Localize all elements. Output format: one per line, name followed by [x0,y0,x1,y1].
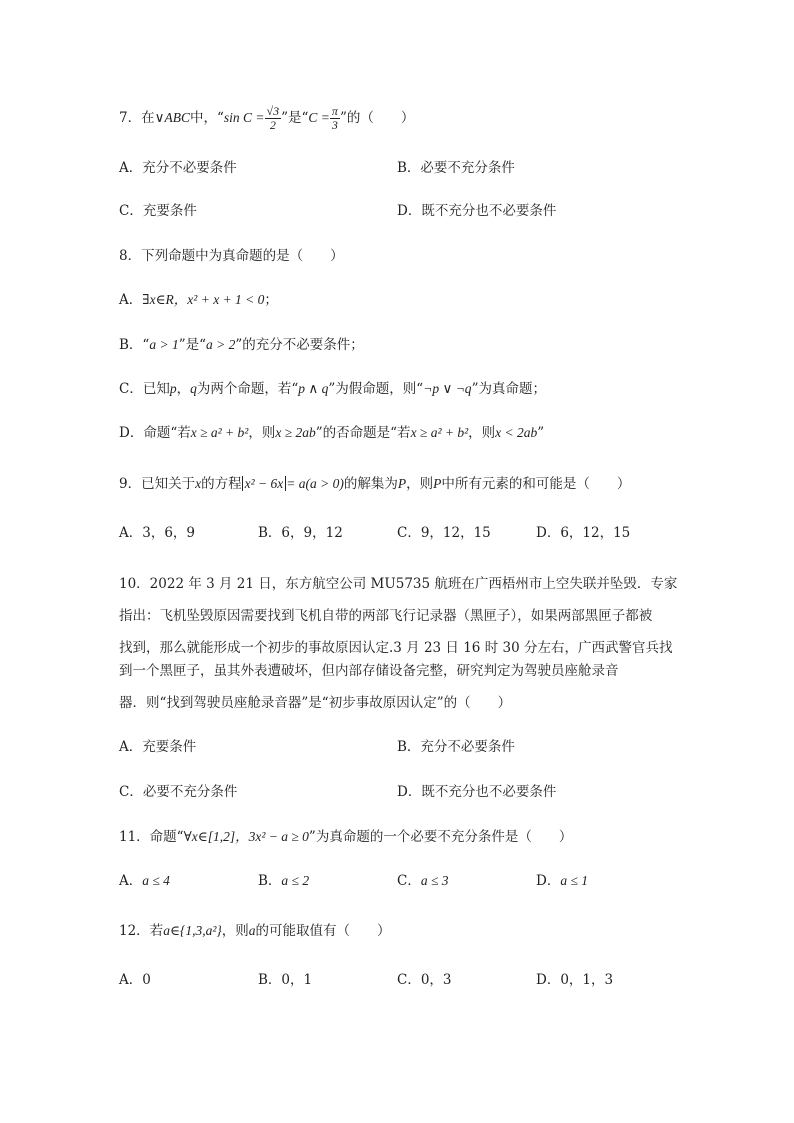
q12-option-a: A．0 [119,972,151,988]
q9-option-d: D．6，12，15 [536,525,631,541]
q10-line-1: 10．2022 年 3 月 21 日，东方航空公司 MU5735 航班在广西梧州市上空失联并坠毁．专家 [119,576,678,592]
q10-option-d: D．既不充分也不必要条件 [397,784,557,800]
q7-option-c: C．充要条件 [119,203,197,219]
q10-option-a: A．充要条件 [119,739,197,755]
q7-option-a: A．充分不必要条件 [119,160,237,176]
q7-stem: 7．在∨ABC中，“sin C = $\frac{√3}{2}$ ”是“C = $\frac{\pi}{3}$ ”的（ ） [119,104,415,132]
q11-stem: 11．命题“∀x∈[1,2]，3x² − a ≥ 0”为真命题的一个必要不充分条件是（ ） [119,829,573,845]
q12-option-d: D．0，1，3 [536,972,614,988]
q7-option-b: B．必要不充分条件 [397,160,515,176]
q8-option-a: A．∃x∈R，x² + x + 1 < 0； [119,292,278,308]
q10-option-c: C．必要不充分条件 [119,784,238,800]
q8-option-b: B．“a > 1”是“a > 2”的充分不必要条件； [119,337,364,353]
q7-triangle: ∨ABC [154,110,190,125]
q12-stem: 12．若a∈{1,3,a²}，则a的可能取值有（ ） [119,923,391,939]
q11-option-c: C．a ≤ 3 [397,873,449,889]
q9-absolute-value: x² − 6x [242,476,287,491]
q7-sqrt3-over-2: $\frac{√3}{2}$ [266,104,280,132]
q12-option-b: B．0，1 [258,972,313,988]
q7-pi-over-3: $\frac{\pi}{3}$ [331,104,338,132]
q7-number: 7． [119,110,142,126]
q10-option-b: B．充分不必要条件 [397,739,515,755]
q10-line-4: 到一个黑匣子，虽其外表遭破坏，但内部存储设备完整，研究判定为驾驶员座舱录音 [119,663,619,679]
q8-option-d: D．命题“若x ≥ a² + b²，则x ≥ 2ab”的否命题是“若x ≥ a² + b²，则x < 2ab” [119,425,545,441]
q10-line-3: 找到，那么就能形成一个初步的事故原因认定.3 月 23 日 16 时 30 分左右，广西武警官兵找 [119,640,673,656]
q9-stem: 9．已知关于x的方程 x² − 6x = a(a > 0)的解集为P，则P中所有元素的和可能是（ ） [119,476,631,492]
q11-option-d: D．a ≤ 1 [536,873,588,889]
q8-stem: 8．下列命题中为真命题的是（ ） [119,248,344,264]
q7-option-d: D．既不充分也不必要条件 [397,203,557,219]
q9-option-b: B．6，9，12 [258,525,343,541]
q10-line-2: 指出：飞机坠毁原因需要找到飞机自带的两部飞行记录器（黑匣子），如果两部黑匣子都被 [119,608,653,624]
q10-line-5: 器．则“找到驾驶员座舱录音器”是“初步事故原因认定”的（ ） [119,695,512,711]
q11-option-a: A．a ≤ 4 [119,873,170,889]
q11-option-b: B．a ≤ 2 [258,873,310,889]
q9-option-a: A．3，6，9 [119,525,196,541]
q9-option-c: C．9，12，15 [397,525,491,541]
q12-option-c: C．0，3 [397,972,452,988]
q8-option-c: C．已知p，q为两个命题，若“p ∧ q”为假命题，则“¬p ∨ ¬q”为真命题； [119,381,546,397]
